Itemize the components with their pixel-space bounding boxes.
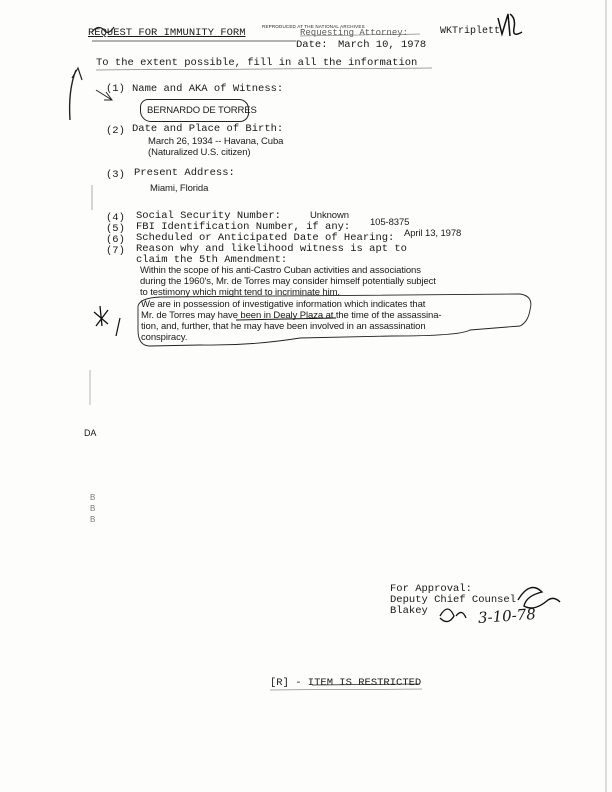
margin-x-mark — [94, 306, 108, 326]
item-label: Reason why and likelihood witness is apt to — [136, 243, 407, 255]
item-number: (3) — [106, 169, 125, 181]
investigative-line: conspiracy. — [141, 332, 188, 343]
footer-strike — [312, 684, 420, 685]
footer-underline — [270, 689, 422, 690]
margin-mark: B — [90, 515, 96, 524]
investigative-line: tion, and, further, that he may have been involved in an assassination — [141, 321, 426, 332]
handwritten-date: 3-10-78 — [477, 605, 537, 627]
item-label: Social Security Number: — [136, 210, 281, 222]
fbi-number-value: 105-8375 — [370, 217, 410, 228]
margin-slash — [116, 318, 120, 336]
investigative-line: Mr. de Torres may have been in Dealy Plaza at the time of the assassina- — [141, 310, 442, 321]
pointer-arrow — [96, 90, 112, 100]
approval-name: Blakey — [390, 605, 428, 617]
reason-line: during the 1960's, Mr. de Torres may consider himself potentially subject — [140, 276, 436, 287]
item-number: (4) — [106, 212, 125, 224]
reason-line: to testimony which might tend to incriminate him. — [140, 287, 340, 298]
margin-mark: B — [90, 493, 96, 502]
date-value: March 10, 1978 — [338, 39, 427, 51]
address-value: Miami, Florida — [150, 183, 209, 194]
witness-name: BERNARDO DE TORRES — [147, 105, 257, 116]
instructions: To the extent possible, fill in all the information — [96, 57, 418, 69]
signature-mark — [518, 588, 560, 609]
item-number: (6) — [106, 234, 125, 246]
restricted-footer: [R] - ITEM IS RESTRICTED — [270, 677, 422, 689]
margin-mark-da: DA — [84, 428, 97, 438]
item-label: Name and AKA of Witness: — [132, 83, 284, 95]
instructions-line — [96, 68, 432, 70]
approval-title: Deputy Chief Counsel — [390, 594, 517, 606]
item-label: claim the 5th Amendment: — [136, 254, 288, 266]
item-number: (5) — [106, 223, 125, 235]
reason-line: Within the scope of his anti-Castro Cuban activities and associations — [140, 265, 421, 276]
title-scribble — [92, 27, 114, 32]
underline-mark — [236, 318, 336, 320]
investigative-line: We are in possession of investigative information which indicates that — [141, 299, 426, 310]
item-label: Present Address: — [134, 167, 235, 179]
header-rule-right — [300, 34, 420, 36]
item-number: (1) — [106, 83, 125, 95]
approval-label: For Approval: — [390, 583, 472, 595]
item-label: Scheduled or Anticipated Date of Hearing: — [136, 232, 395, 244]
item-label: Date and Place of Birth: — [132, 123, 284, 135]
item-label: FBI Identification Number, if any: — [136, 221, 351, 233]
form-title: REQUEST FOR IMMUNITY FORM — [88, 27, 246, 39]
date-label: Date: — [296, 39, 328, 51]
requesting-attorney-label: Requesting Attorney: — [300, 28, 409, 38]
item-number: (2) — [106, 125, 125, 137]
margin-mark: B — [90, 504, 96, 513]
initials-mark — [498, 14, 522, 36]
archives-stamp: REPRODUCED AT THE NATIONAL ARCHIVES — [262, 24, 365, 29]
ssn-value: Unknown — [310, 210, 349, 221]
hearing-date-value: April 13, 1978 — [404, 228, 462, 239]
item-number: (7) — [106, 245, 125, 257]
citizenship-note: (Naturalized U.S. citizen) — [148, 147, 251, 158]
paragraph-enclosure — [138, 294, 531, 346]
birth-date-place: March 26, 1934 -- Havana, Cuba — [148, 136, 284, 147]
attorney-name: WKTriplett — [440, 26, 501, 37]
approval-initials — [440, 609, 466, 622]
